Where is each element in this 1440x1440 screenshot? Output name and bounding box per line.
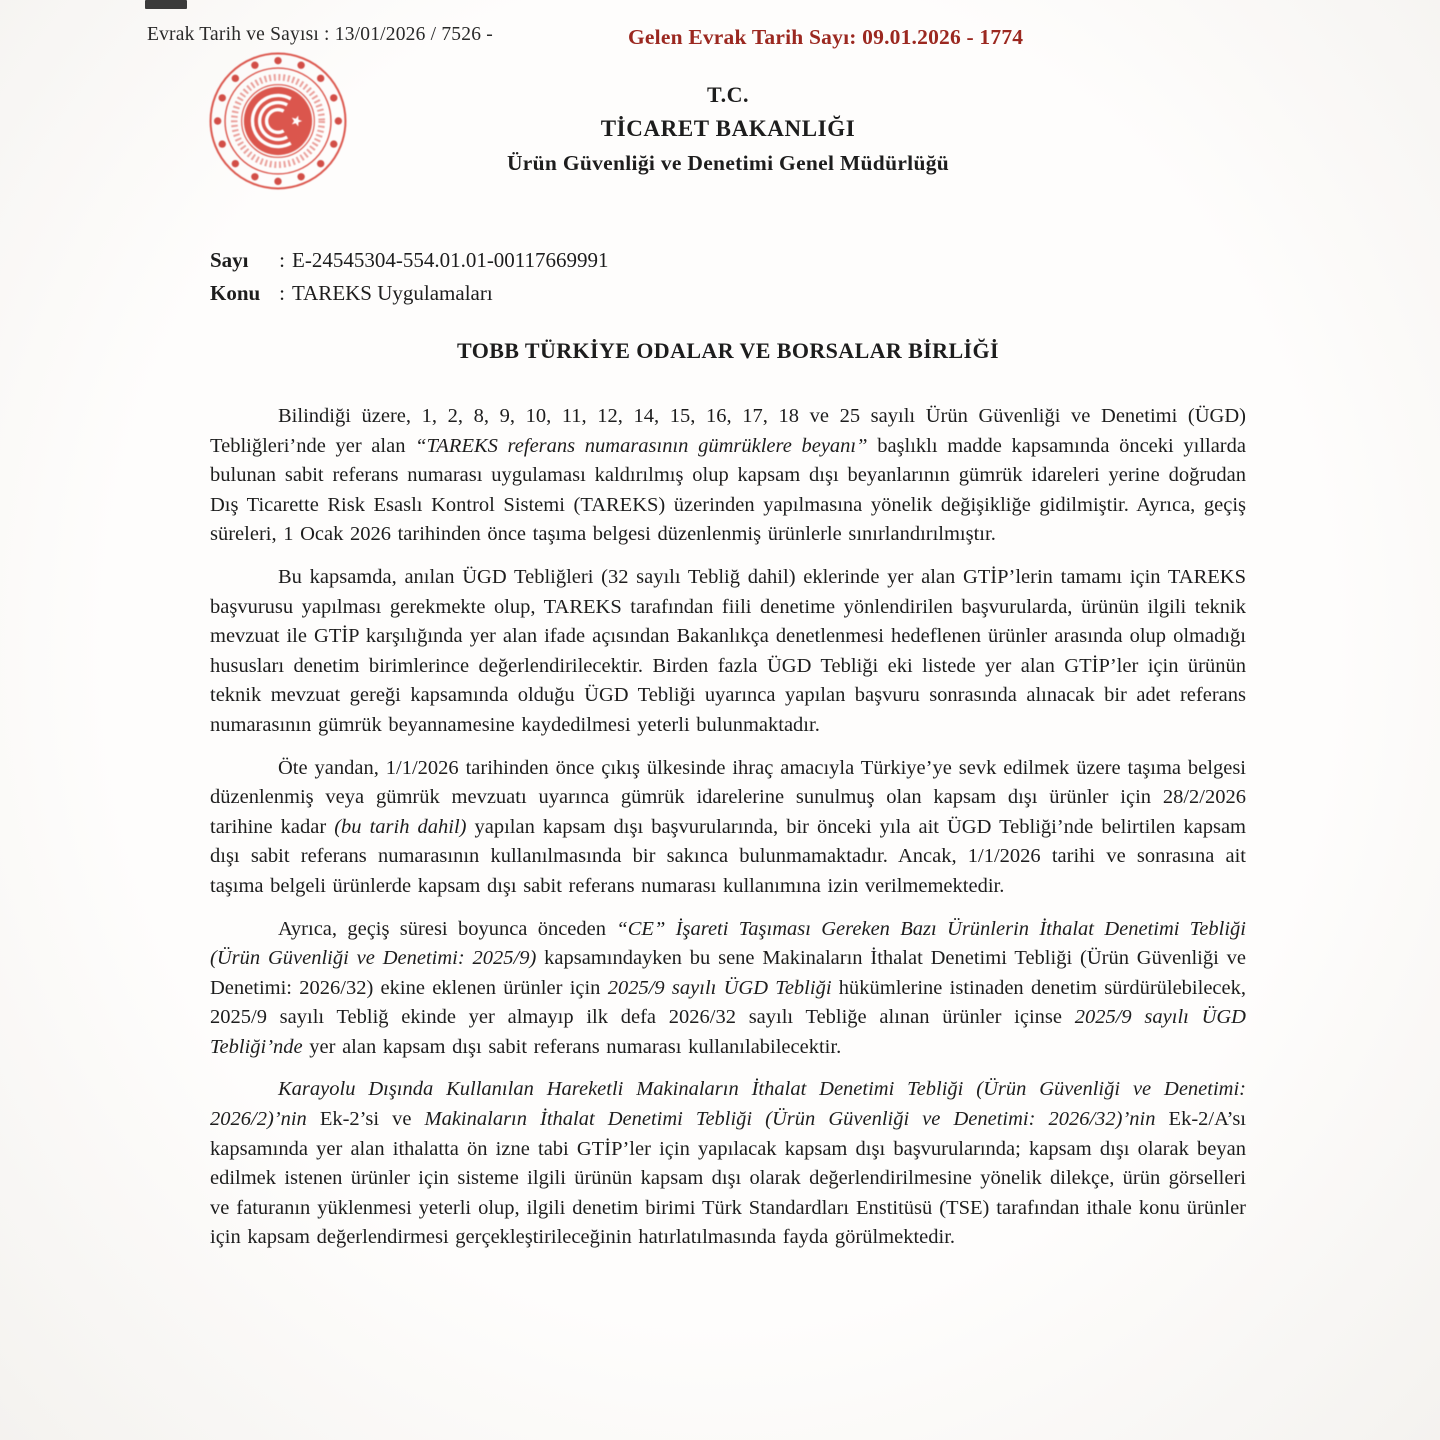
konu-colon: : [279, 281, 285, 305]
letterhead-directorate: Ürün Güvenliği ve Denetimi Genel Müdürlüğü [506, 151, 950, 175]
text-run: Ek-2’si ve [306, 1108, 425, 1131]
document-body [210, 402, 1246, 1253]
text-run: Ek-2/A’sı kapsamında yer alan ithalatta ön izne tabi GTİP’ler için yapılacak kapsam dışı başvurularında; kapsam dışı olarak beyan edilmek istenen ürünler için sisteme ilgili ürünün kapsam dışı olarak değerlendirilmesine yönelik dilekçe, ürün görselleri ve faturanın yüklenmesi yeterli olup, ilgili denetim birimi Türk Standardları Enstitüsü (TSE) tarafından ithale konu ürünler için kapsam değerlendirmesi gerçekleştirileceğinin hatırlatılmasında fayda görülmektedir. [210, 1108, 1246, 1249]
paragraph [210, 402, 1246, 550]
text-run: Öte yandan, 1/1/2026 tarihinden önce çıkış ülkesinde ihraç amacıyla Türkiye’ye sevk edilmek üzere taşıma belgesi düzenlenmiş veya gümrük mevzuatı uyarınca gümrük idarelerine sunulmuş olan kapsam dışı ürünler için 28/2/2026 tarihine kadar [210, 756, 1246, 838]
konu-label: Konu [210, 281, 261, 305]
text-run: yer alan kapsam dışı sabit referans numarası kullanılabilecektir. [302, 1035, 842, 1058]
italic-text-run: “TAREKS referans numarasının gümrüklere beyanı” [415, 434, 868, 457]
italic-text-run: Makinaların İthalat Denetimi Tebliği (Ürün Güvenliği ve Denetimi: 2026/32)’nin [424, 1108, 1156, 1131]
incoming-document-stamp: Gelen Evrak Tarih Sayı: 09.01.2026 - 1774 [628, 25, 1024, 49]
sayi-label: Sayı [210, 248, 249, 272]
text-run: hükümlerine istinaden denetim sürdürülebilecek, 2025/9 sayılı Tebliğ ekinde yer almayıp ilk defa 2026/32 sayılı Tebliğe alınan ürünler içinse [210, 976, 1246, 1029]
italic-text-run: 2025/9 sayılı ÜGD Tebliği’nde [210, 1006, 1246, 1058]
letterhead-ministry: TİCARET BAKANLIĞI [600, 116, 856, 141]
meta-row-sayi [210, 244, 609, 277]
italic-text-run: (bu tarih dahil) [334, 815, 467, 838]
italic-text-run: Karayolu Dışında Kullanılan Hareketli Makinaların İthalat Denetimi Tebliği (Ürün Güvenliği ve Denetimi: 2026/2)’nin [210, 1078, 1246, 1131]
letterhead [210, 78, 1246, 180]
paragraph [210, 563, 1246, 741]
paragraph [210, 754, 1246, 902]
document-meta [210, 244, 609, 310]
document-date-number: Evrak Tarih ve Sayısı : 13/01/2026 / 7526 - [147, 24, 493, 45]
paragraph [210, 1075, 1246, 1253]
text-run: Bilindiği üzere, 1, 2, 8, 9, 10, 11, 12, 14, 15, 16, 17, 18 ve 25 sayılı Ürün Güvenliği ve Denetimi (ÜGD) Tebliğleri’nde yer alan [210, 405, 1246, 457]
italic-text-run: “CE” İşareti Taşıması Gereken Bazı Ürünlerin İthalat Denetimi Tebliği (Ürün Güvenliği ve Denetimi: 2025/9) [210, 917, 1246, 970]
text-run: Ayrıca, geçiş süresi boyunca önceden [278, 917, 617, 940]
text-run: yapılan kapsam dışı başvurularında, bir önceki yıla ait ÜGD Tebliği’nde belirtilen kapsam dışı sabit referans numarasının kullanılmasında bir sakınca bulunmamaktadır. Ancak, 1/1/2026 tarihi ve sonrasına ait taşıma belgeli ürünlerde kapsam dışı sabit referans numarası kullanımına izin verilmemektedir. [210, 815, 1246, 897]
recipient-title: TOBB TÜRKİYE ODALAR VE BORSALAR BİRLİĞİ [457, 338, 999, 363]
text-run: Bu kapsamda, anılan ÜGD Tebliğleri (32 sayılı Tebliğ dahil) eklerinde yer alan GTİP’lerin tamamı için TAREKS başvurusu yapılması gerekmekte olup, TAREKS tarafından fiili denetime yönlendirilen başvurularda, ürünün ilgili teknik mevzuat ile GTİP karşılığında yer alan ifade açısından Bakanlıkça denetlenmesi hedeflenen ürünler arasında olup olmadığı hususları denetim birimlerince değerlendirilecektir. Birden fazla ÜGD Tebliği eki listede yer alan GTİP’ler için ürünün teknik mevzuat gereği kapsamında olduğu ÜGD Tebliği uyarınca yapılan başvuru sonrasında alınacak bir adet referans numarasının gümrük beyannamesine kaydedilmesi yeterli bulunmaktadır. [210, 565, 1246, 736]
konu-value: TAREKS Uygulamaları [292, 281, 493, 305]
sayi-colon: : [279, 248, 285, 272]
meta-row-konu [210, 277, 609, 310]
scan-artifact-mark [145, 0, 187, 9]
text-run: başlıklı madde kapsamında önceki yıllarda bulunan sabit referans numarası uygulaması kaldırılmış olup kapsam dışı beyanlarının gümrük idareleri yerine doğrudan Dış Ticarette Risk Esaslı Kontrol Sistemi (TAREKS) üzerinden yapılmasına yönelik değişikliğe gidilmiştir. Ayrıca, geçiş süreleri, 1 Ocak 2026 tarihinden önce taşıma belgesi düzenlenmiş ürünlerle sınırlandırılmıştır. [210, 434, 1246, 546]
sayi-value: E-24545304-554.01.01-00117669991 [292, 248, 609, 272]
paragraph [210, 915, 1246, 1063]
italic-text-run: 2025/9 sayılı ÜGD Tebliği [607, 976, 832, 999]
letterhead-tc: T.C. [707, 82, 749, 107]
text-run: kapsamındayken bu sene Makinaların İthalat Denetimi Tebliği (Ürün Güvenliği ve Denetimi: 2026/32) ekine eklenen ürünler için [210, 947, 1246, 999]
